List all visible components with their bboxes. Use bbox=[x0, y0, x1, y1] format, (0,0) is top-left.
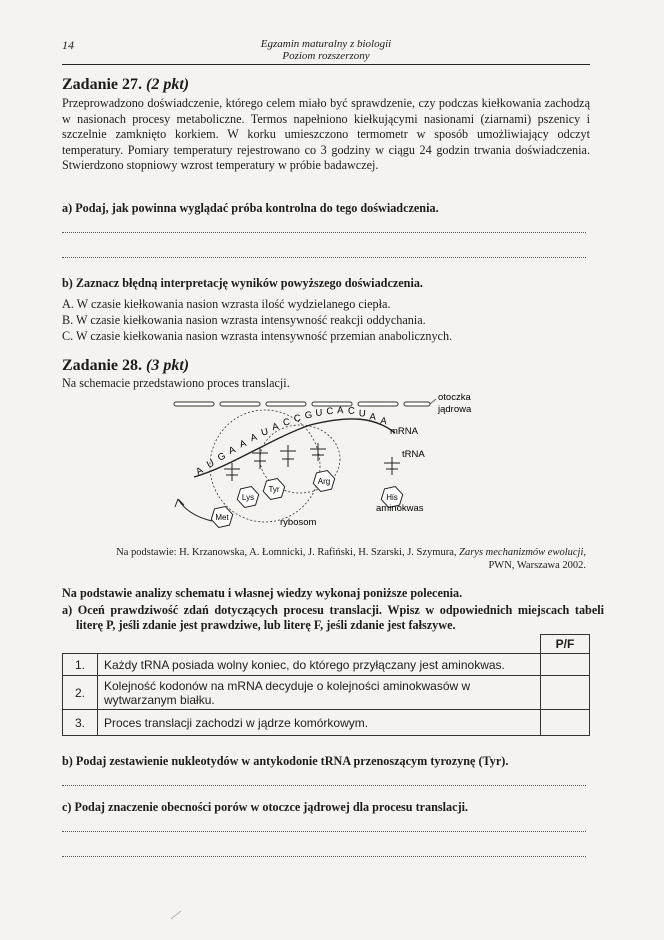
mrna-sequence bbox=[194, 405, 388, 478]
task28-title-text: Zadanie 28. bbox=[62, 357, 143, 374]
table-row bbox=[63, 654, 590, 676]
mrna-nucleotide: A bbox=[368, 411, 377, 424]
answer-line[interactable] bbox=[62, 257, 586, 258]
answer-cell[interactable] bbox=[541, 676, 590, 710]
label-ribosome: rybosom bbox=[280, 517, 317, 528]
header-titles bbox=[62, 38, 590, 62]
mrna-nucleotide: A bbox=[337, 405, 344, 417]
label-envelope-1: otoczka bbox=[438, 393, 471, 403]
task27-title bbox=[62, 76, 189, 94]
amino-acid-label: His bbox=[386, 493, 398, 502]
mrna-nucleotide: A bbox=[249, 431, 259, 445]
mrna-nucleotide: C bbox=[347, 405, 355, 417]
task27-options bbox=[62, 296, 590, 344]
statement-text: Każdy tRNA posiada wolny koniec, do którego przyłączany jest aminokwas. bbox=[98, 654, 541, 676]
mrna-nucleotide: A bbox=[379, 415, 388, 428]
source-title: Zarys mechanizmów ewolucji, bbox=[459, 547, 586, 558]
statement-text: Kolejność kodonów na mRNA decyduje o kolejności aminokwasów w wytwarzanym białku. bbox=[98, 676, 541, 710]
label-trna: tRNA bbox=[402, 449, 425, 460]
statement-number: 3. bbox=[63, 710, 98, 736]
label-mrna: mRNA bbox=[390, 426, 418, 437]
option-a[interactable]: A. W czasie kiełkowania nasion wzrasta ilość wydzielanego ciepła. bbox=[62, 297, 391, 311]
amino-acid-label: Tyr bbox=[268, 485, 280, 494]
answer-line[interactable] bbox=[62, 856, 586, 857]
mrna-nucleotide: A bbox=[238, 437, 248, 451]
task27-question-a: a) Podaj, jak powinna wyglądać próba kontrolna do tego doświadczenia. bbox=[62, 201, 439, 215]
mrna-nucleotide: U bbox=[205, 457, 217, 471]
mrna-nucleotide: G bbox=[216, 450, 228, 464]
table-row bbox=[63, 710, 590, 736]
source-authors: Na podstawie: H. Krzanowska, A. Łomnicki, J. Rafiński, H. Szarski, J. Szymura, bbox=[116, 547, 457, 558]
task27-text: Przeprowadzono doświadczenie, którego celem miało być sprawdzenie, czy podczas kiełkowania zachodzą w nasionach procesy metaboliczne. Termos napełniono kiełkującymi nasionami (ziarnami) pszenicy i szczelnie zamknięto korkiem. W korku umieszczono termometr w sposób umożliwiający odczyt temperatury. Pomiary temperatury rejestrowano co 3 godziny w ciągu 24 godzin trwania doświadczenia. Stwierdzono stopniowy wzrost temperatury w próbie badawczej. bbox=[62, 96, 590, 173]
true-false-table bbox=[62, 634, 590, 736]
amino-acid-label: Met bbox=[215, 513, 229, 522]
option-b[interactable]: B. W czasie kiełkowania nasion wzrasta intensywność reakcji oddychania. bbox=[62, 313, 426, 327]
mrna-nucleotide: C bbox=[326, 405, 334, 418]
task27-question-b: b) Zaznacz błędną interpretację wyników powyższego doświadczenia. bbox=[62, 276, 423, 290]
pencil-mark-icon bbox=[170, 910, 182, 920]
mrna-nucleotide: U bbox=[358, 408, 366, 420]
task28-title bbox=[62, 357, 189, 375]
table-header-row bbox=[63, 635, 590, 654]
mrna-nucleotide: U bbox=[260, 426, 270, 439]
exam-level: Poziom rozszerzony bbox=[282, 50, 370, 62]
pf-header: P/F bbox=[541, 635, 590, 654]
answer-cell[interactable] bbox=[541, 654, 590, 676]
mrna-strand bbox=[194, 416, 395, 477]
amino-acid-label: Lys bbox=[241, 493, 255, 502]
task28-question-c: c) Podaj znaczenie obecności porów w otoczce jądrowej dla procesu translacji. bbox=[62, 800, 469, 814]
task28-points: (3 pkt) bbox=[146, 357, 190, 374]
mrna-nucleotide: C bbox=[293, 412, 302, 425]
statement-number: 2. bbox=[63, 676, 98, 710]
label-aminoacid: aminokwas bbox=[376, 503, 424, 514]
trna-molecules bbox=[224, 443, 400, 481]
statement-number: 1. bbox=[63, 654, 98, 676]
task28-instruction: Na podstawie analizy schematu i własnej wiedzy wykonaj poniższe polecenia. bbox=[62, 586, 463, 600]
page-header bbox=[62, 36, 590, 65]
mrna-nucleotide: A bbox=[194, 464, 206, 478]
task28-question-b: b) Podaj zestawienie nukleotydów w antykodonie tRNA przenoszącym tyrozynę (Tyr). bbox=[62, 754, 509, 768]
source-citation bbox=[62, 546, 586, 572]
label-envelope-2: jądrowa bbox=[438, 404, 472, 415]
amino-acid-label: Arg bbox=[317, 477, 331, 486]
nuclear-envelope bbox=[174, 402, 430, 406]
exam-title: Egzamin maturalny z biologii bbox=[260, 38, 392, 50]
answer-cell[interactable] bbox=[541, 710, 590, 736]
mrna-nucleotide: A bbox=[271, 421, 280, 434]
mrna-nucleotide: A bbox=[227, 444, 238, 457]
source-publisher: PWN, Warszawa 2002. bbox=[488, 560, 586, 571]
mrna-nucleotide: C bbox=[282, 416, 291, 429]
task27-title-text: Zadanie 27. bbox=[62, 76, 143, 93]
peptide-arrow bbox=[178, 499, 212, 521]
answer-line[interactable] bbox=[62, 785, 586, 786]
table-row bbox=[63, 676, 590, 710]
translation-diagram bbox=[160, 393, 480, 543]
answer-line[interactable] bbox=[62, 831, 586, 832]
statement-text: Proces translacji zachodzi w jądrze komórkowym. bbox=[98, 710, 541, 736]
mrna-nucleotide: U bbox=[315, 407, 323, 419]
answer-line[interactable] bbox=[62, 232, 586, 233]
option-c[interactable]: C. W czasie kiełkowania nasion wzrasta intensywność przemian anabolicznych. bbox=[62, 329, 453, 343]
mrna-nucleotide: G bbox=[304, 409, 313, 422]
task27-points: (2 pkt) bbox=[146, 76, 190, 93]
page-number: 14 bbox=[62, 38, 74, 52]
task28-question-a: a) Oceń prawdziwość zdań dotyczących procesu translacji. Wpisz w odpowiednich miejscach tabeli literę P, jeśli zdanie jest prawdziwe, lub literę F, jeśli zdanie jest fałszywe. bbox=[62, 603, 604, 632]
task28-intro: Na schemacie przedstawiono proces translacji. bbox=[62, 376, 290, 390]
